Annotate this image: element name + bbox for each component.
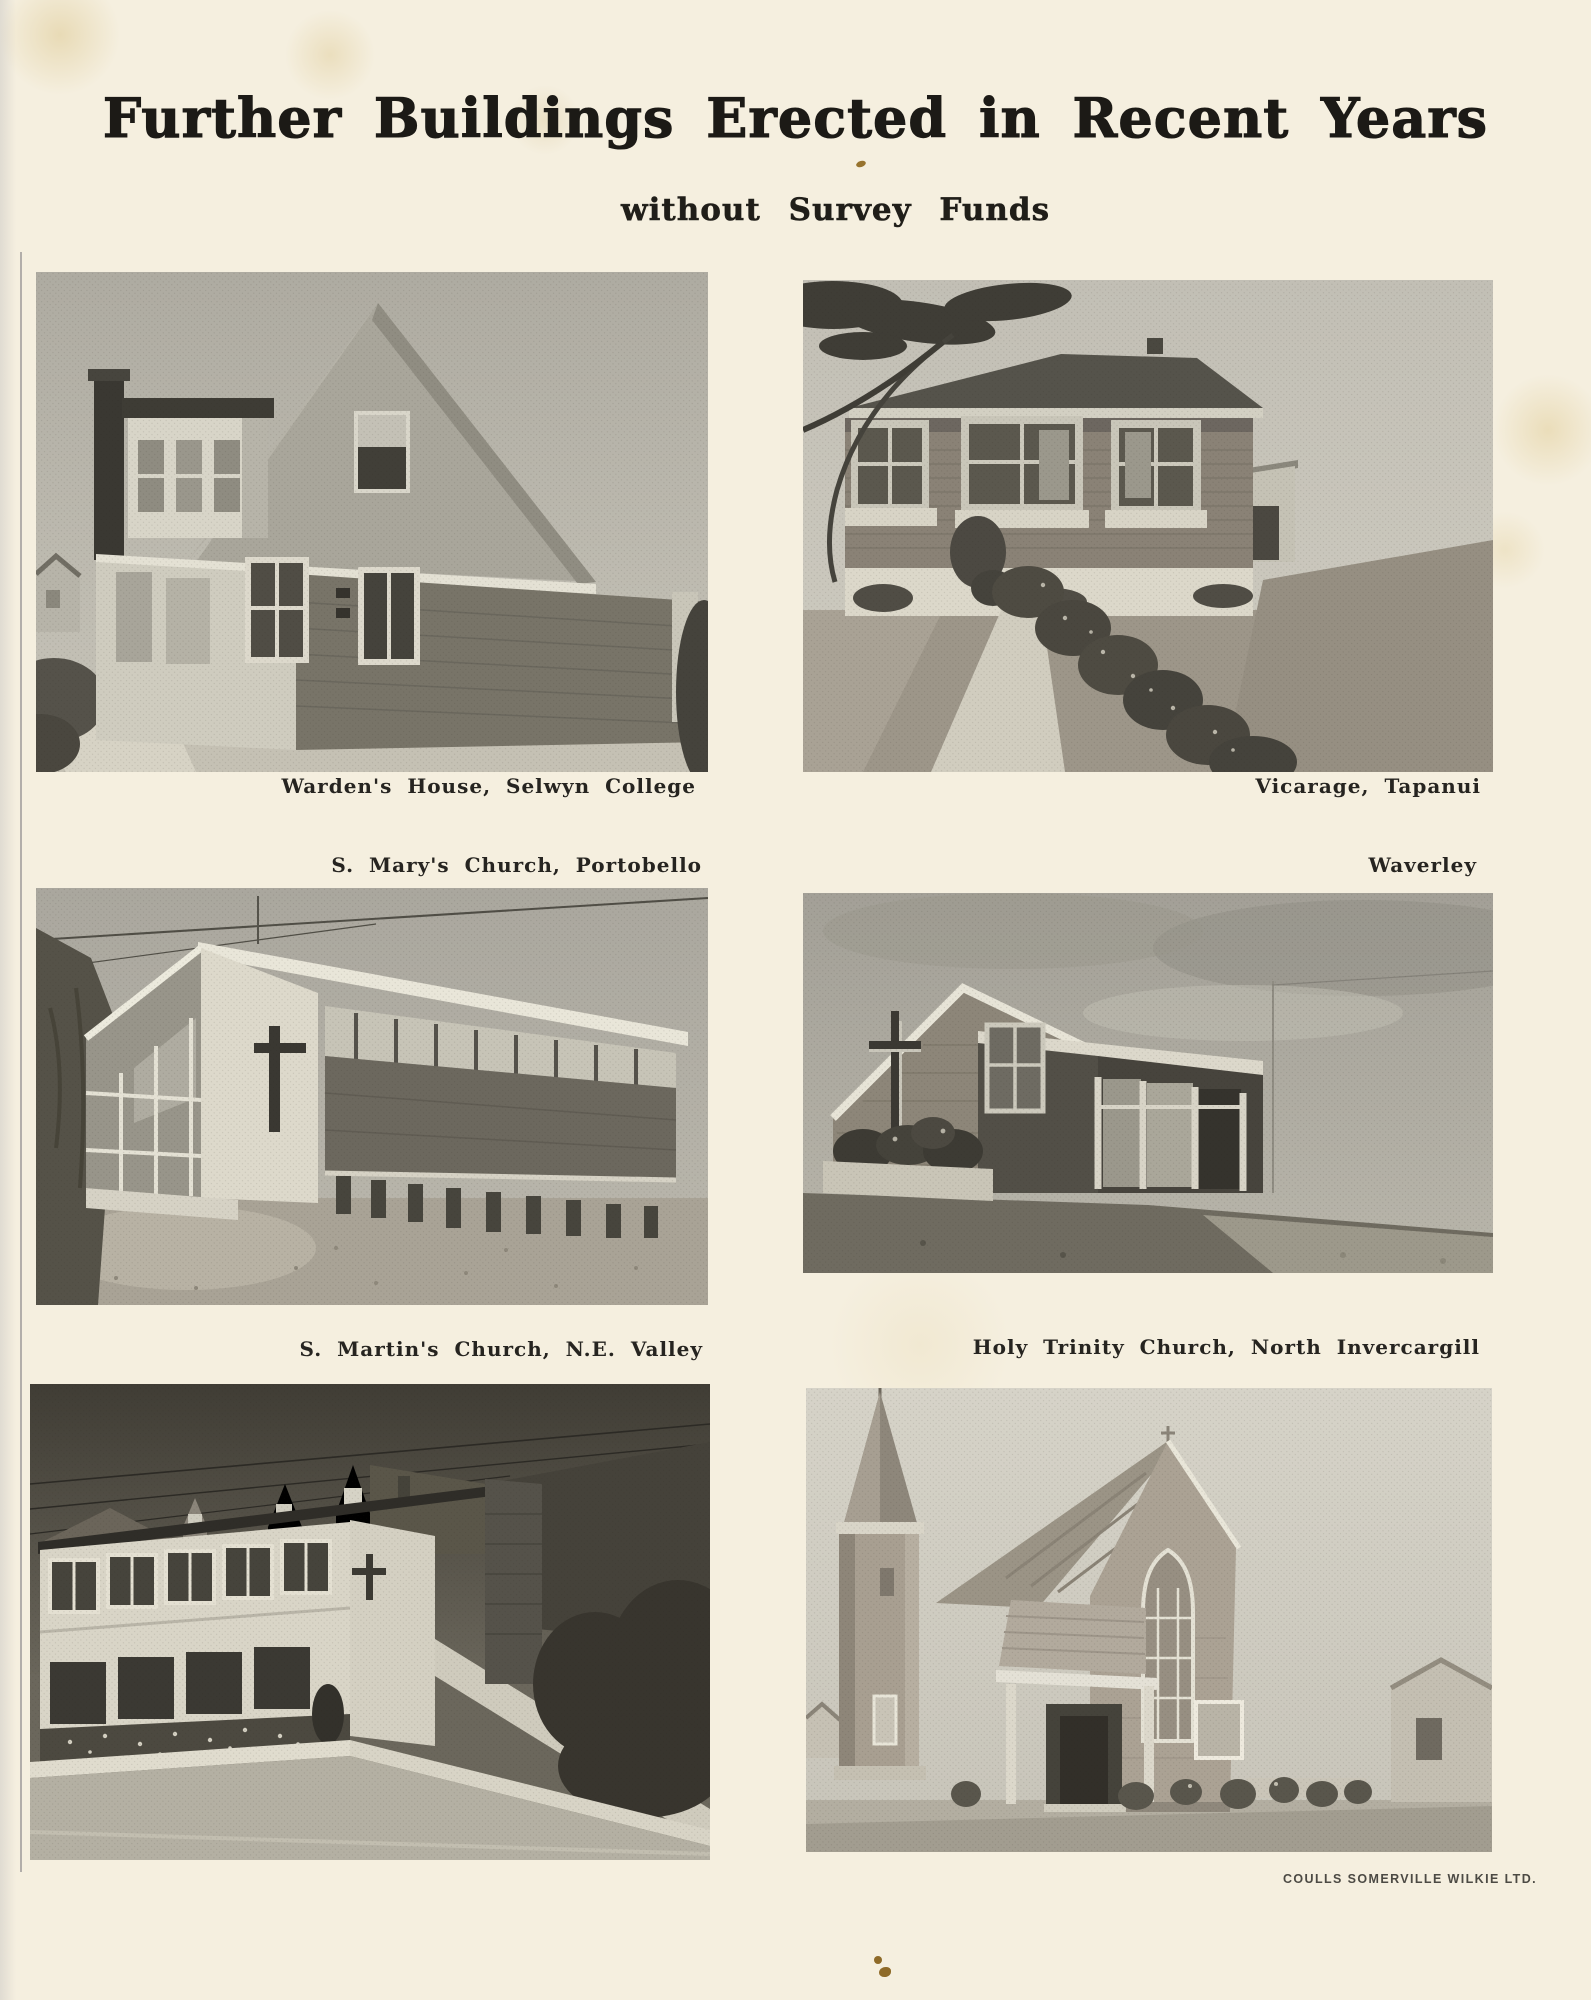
halftone-overlay (36, 888, 708, 1305)
waverley-illustration (803, 893, 1493, 1273)
paper-stain (879, 1967, 891, 1977)
st-marys-illustration (36, 888, 708, 1305)
printer-imprint: COULLS SOMERVILLE WILKIE LTD. (1283, 1872, 1538, 1886)
halftone-overlay (30, 1384, 710, 1860)
photo-caption: Holy Trinity Church, North Invercargill (972, 1335, 1480, 1359)
photo-waverley-church (803, 893, 1493, 1273)
halftone-overlay (803, 893, 1493, 1273)
paper-stain (874, 1956, 882, 1964)
halftone-overlay (803, 280, 1493, 772)
photo-caption: Vicarage, Tapanui (1255, 774, 1481, 798)
photo-holy-trinity-church (806, 1388, 1492, 1852)
vicarage-illustration (803, 280, 1493, 772)
wardens-house-illustration (36, 272, 708, 772)
paper-stain (855, 160, 866, 169)
photo-caption: S. Mary's Church, Portobello (331, 853, 702, 877)
scan-edge-shadow (20, 252, 22, 1872)
photo-caption: Warden's House, Selwyn College (281, 774, 696, 798)
photo-st-martins-church-ne-valley (30, 1384, 710, 1860)
page-title: Further Buildings Erected in Recent Years (102, 86, 1489, 150)
photo-wardens-house-selwyn-college (36, 272, 708, 772)
halftone-overlay (36, 272, 708, 772)
page-subtitle: without Survey Funds (620, 192, 1051, 228)
photo-st-marys-church-portobello (36, 888, 708, 1305)
photo-caption: Waverley (1368, 853, 1477, 877)
holy-trinity-illustration (806, 1388, 1492, 1852)
halftone-overlay (806, 1388, 1492, 1852)
photo-vicarage-tapanui (803, 280, 1493, 772)
photo-caption: S. Martin's Church, N.E. Valley (299, 1337, 703, 1361)
st-martins-illustration (30, 1384, 710, 1860)
